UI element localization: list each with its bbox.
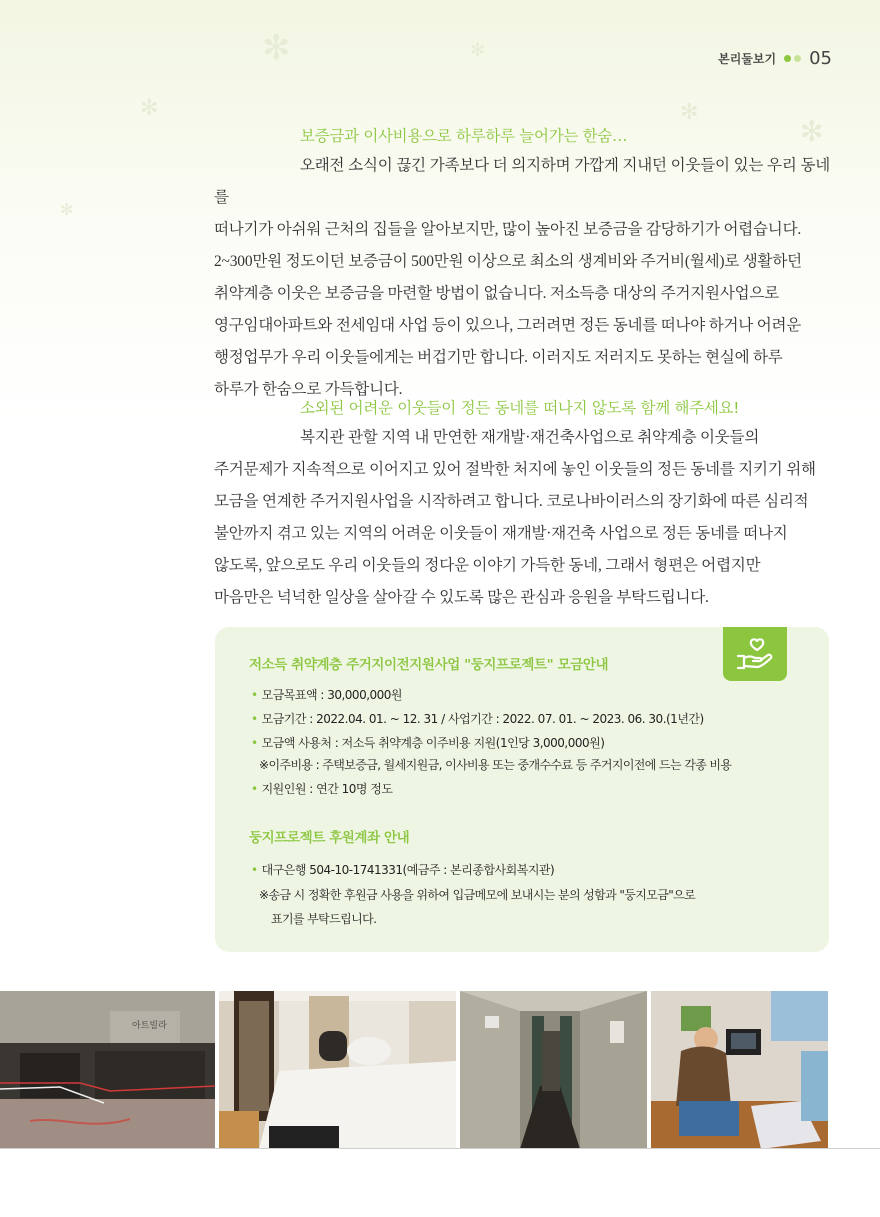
page-number: 05	[809, 48, 832, 69]
bottom-divider	[0, 1148, 880, 1149]
donation-info-box	[215, 627, 829, 952]
campaign-title: 저소득 취약계층 주거지이전지원사업 "둥지프로젝트" 모금안내	[249, 657, 609, 673]
snowflake-decoration: ✻	[60, 200, 74, 219]
body-line: 않도록, 앞으로도 우리 이웃들의 정다운 이야기 가득한 동네, 그래서 형편은 어렵지만	[214, 557, 761, 574]
account-title: 둥지프로젝트 후원계좌 안내	[249, 830, 410, 846]
body-line: 오래전 소식이 끊긴 가족보다 더 의지하며 가깝게 지내던 이웃들이 있는 우리 동네를	[214, 157, 830, 206]
account-note-line1: ※송금 시 정확한 후원금 사용을 위하여 입금메모에 보내시는 분의 성함과 "둥지모금"으로	[259, 888, 696, 902]
body-line: 복지관 관할 지역 내 만연한 재개발·재건축사업으로 취약계층 이웃들의	[300, 429, 760, 446]
snowflake-decoration: ✻	[680, 100, 699, 125]
photo-building-entrance	[0, 991, 215, 1149]
page-header	[718, 48, 832, 69]
recipients-item: • 지원인원 : 연간 10명 정도	[251, 782, 393, 796]
photo-resident	[651, 991, 828, 1149]
snowflake-decoration: ✻	[470, 40, 486, 61]
usage-note: ※이주비용 : 주택보증금, 월세지원금, 이사비용 또는 중개수수료 등 주거지이전에 드는 각종 비용	[259, 758, 732, 772]
period-item: • 모금기간 : 2022.04. 01. ~ 12. 31 / 사업기간 : 2022. 07. 01. ~ 2023. 06. 30.(1년간)	[251, 712, 704, 726]
section-label: 본리둘보기	[718, 52, 777, 66]
snowflake-decoration: ✻	[140, 96, 159, 121]
heart-hand-icon	[723, 627, 787, 681]
section2-title: 소외된 어려운 이웃들이 정든 동네를 떠나지 않도록 함께 해주세요!	[300, 399, 740, 417]
dot-dark	[784, 55, 791, 62]
body-line: 행정업무가 우리 이웃들에게는 버겁기만 합니다. 이러지도 저러지도 못하는 현실에 하루	[214, 349, 783, 366]
body-line: 모금을 연계한 주거지원사업을 시작하려고 합니다. 코로나바이러스의 장기화에 따른 심리적	[214, 493, 809, 510]
goal-item: • 모금목표액 : 30,000,000원	[251, 688, 403, 702]
account-item: • 대구은행 504-10-1741331(예금주 : 본리종합사회복지관)	[251, 863, 555, 877]
body-line: 마음만은 넉넉한 일상을 살아갈 수 있도록 많은 관심과 응원을 부탁드립니다.	[214, 589, 709, 606]
body-line: 영구임대아파트와 전세임대 사업 등이 있으나, 그러려면 정든 동네를 떠나야 하거나 어려운	[214, 317, 802, 334]
usage-item: • 모금액 사용처 : 저소득 취약계층 이주비용 지원(1인당 3,000,000원)	[251, 736, 605, 750]
body-line: 불안까지 겪고 있는 지역의 어려운 이웃들이 재개발·재건축 사업으로 정든 동네를 떠나지	[214, 525, 788, 542]
body-line: 취약계층 이웃은 보증금을 마련할 방법이 없습니다. 저소득층 대상의 주거지원사업으로	[214, 285, 779, 302]
body-line: 주거문제가 지속적으로 이어지고 있어 절박한 처지에 놓인 이웃들의 정든 동네를 지키기 위해	[214, 461, 816, 478]
section2-body	[214, 422, 830, 614]
snowflake-decoration: ✻	[262, 28, 291, 68]
dot-light	[794, 55, 801, 62]
photo-room-interior	[219, 991, 456, 1149]
body-line: 떠나기가 아쉬워 근처의 집들을 알아보지만, 많이 높아진 보증금을 감당하기가 어렵습니다.	[214, 221, 802, 238]
body-line: 2~300만원 정도이던 보증금이 500만원 이상으로 최소의 생계비와 주거비(월세)로 생활하던	[214, 253, 802, 270]
header-dots	[784, 55, 801, 62]
photo-hallway	[460, 991, 647, 1149]
body-line: 하루가 한숨으로 가득합니다.	[214, 381, 403, 398]
snowflake-decoration: ✻	[800, 115, 824, 148]
account-note-line2: 표기를 부탁드립니다.	[271, 912, 377, 926]
section1-body	[214, 150, 830, 406]
building-sign: 아트빌라	[132, 1021, 167, 1031]
section1-title: 보증금과 이사비용으로 하루하루 늘어가는 한숨…	[300, 127, 628, 145]
